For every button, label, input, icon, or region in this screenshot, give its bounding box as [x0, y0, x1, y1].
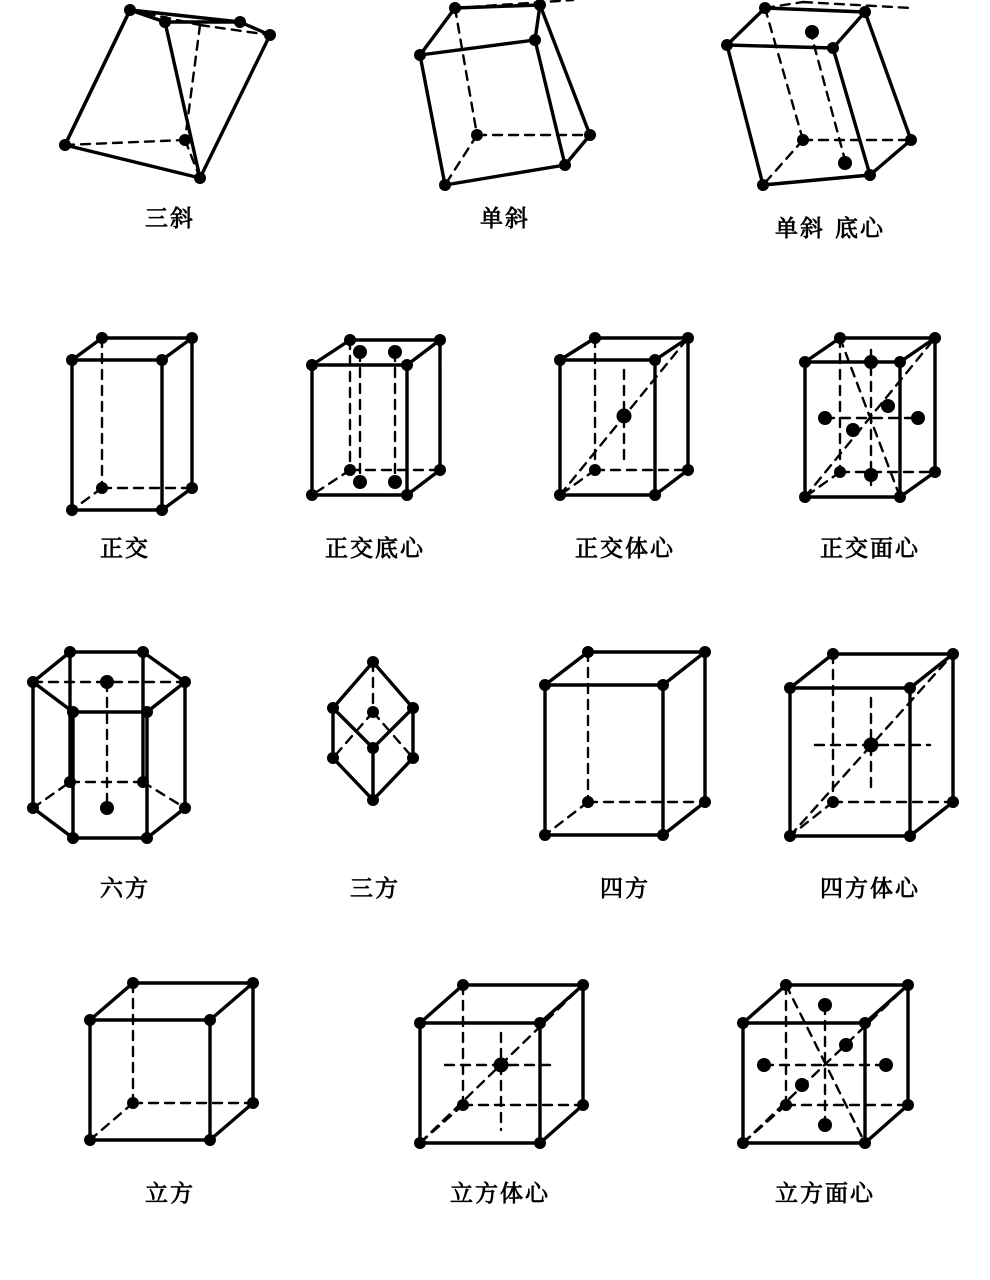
tetragonal-figure [530, 640, 720, 870]
monoclinic-figure [405, 0, 605, 200]
lattice-row-2 [0, 330, 990, 563]
lattice-cell-cubic [5, 975, 335, 1208]
lattice-caption: 四方体心 [820, 876, 920, 902]
triclinic-figure [55, 0, 285, 200]
lattice-caption: 正交体心 [575, 536, 675, 562]
lattice-cell-orthorhombic-base-centered [250, 330, 500, 563]
orthorhombic-base-centered-figure [290, 330, 460, 530]
lattice-cell-tetragonal-body-centered [750, 640, 990, 903]
hexagonal-figure [25, 640, 225, 870]
cubic-face-centered-figure [728, 975, 923, 1175]
lattice-caption: 单斜 [480, 206, 530, 232]
cubic-figure [75, 975, 265, 1175]
lattice-caption: 单斜 底心 [774, 216, 885, 242]
orthorhombic-body-centered-figure [540, 330, 710, 530]
lattice-caption: 立方体心 [450, 1181, 550, 1207]
lattice-cell-hexagonal [0, 640, 250, 903]
lattice-caption: 立方 [145, 1181, 195, 1207]
lattice-caption: 立方面心 [775, 1181, 875, 1207]
orthorhombic-face-centered-figure [783, 330, 958, 530]
lattice-row-1 [0, 0, 990, 243]
lattice-cell-triclinic [0, 0, 340, 233]
lattice-cell-monoclinic-base-centered [670, 0, 990, 243]
lattice-cell-orthorhombic-body-centered [500, 330, 750, 563]
lattice-cell-trigonal [250, 640, 500, 903]
lattice-cell-cubic-face-centered [665, 975, 985, 1208]
lattice-row-4 [0, 975, 990, 1208]
lattice-caption: 四方 [600, 876, 650, 902]
trigonal-figure [305, 640, 445, 870]
cubic-body-centered-figure [405, 975, 595, 1175]
lattice-cell-cubic-body-centered [335, 975, 665, 1208]
lattice-caption: 正交 [100, 536, 150, 562]
monoclinic-base-centered-figure [715, 0, 945, 210]
lattice-caption: 正交底心 [325, 536, 425, 562]
lattice-caption: 三方 [350, 876, 400, 902]
orthorhombic-figure [40, 330, 210, 530]
lattice-row-3 [0, 640, 990, 903]
lattice-caption: 正交面心 [820, 536, 920, 562]
tetragonal-body-centered-figure [775, 640, 965, 870]
lattice-caption: 三斜 [145, 206, 195, 232]
lattice-caption: 六方 [100, 876, 150, 902]
lattice-cell-orthorhombic-face-centered [750, 330, 990, 563]
lattice-cell-orthorhombic [0, 330, 250, 563]
lattice-cell-tetragonal [500, 640, 750, 903]
lattice-cell-monoclinic [340, 0, 670, 233]
